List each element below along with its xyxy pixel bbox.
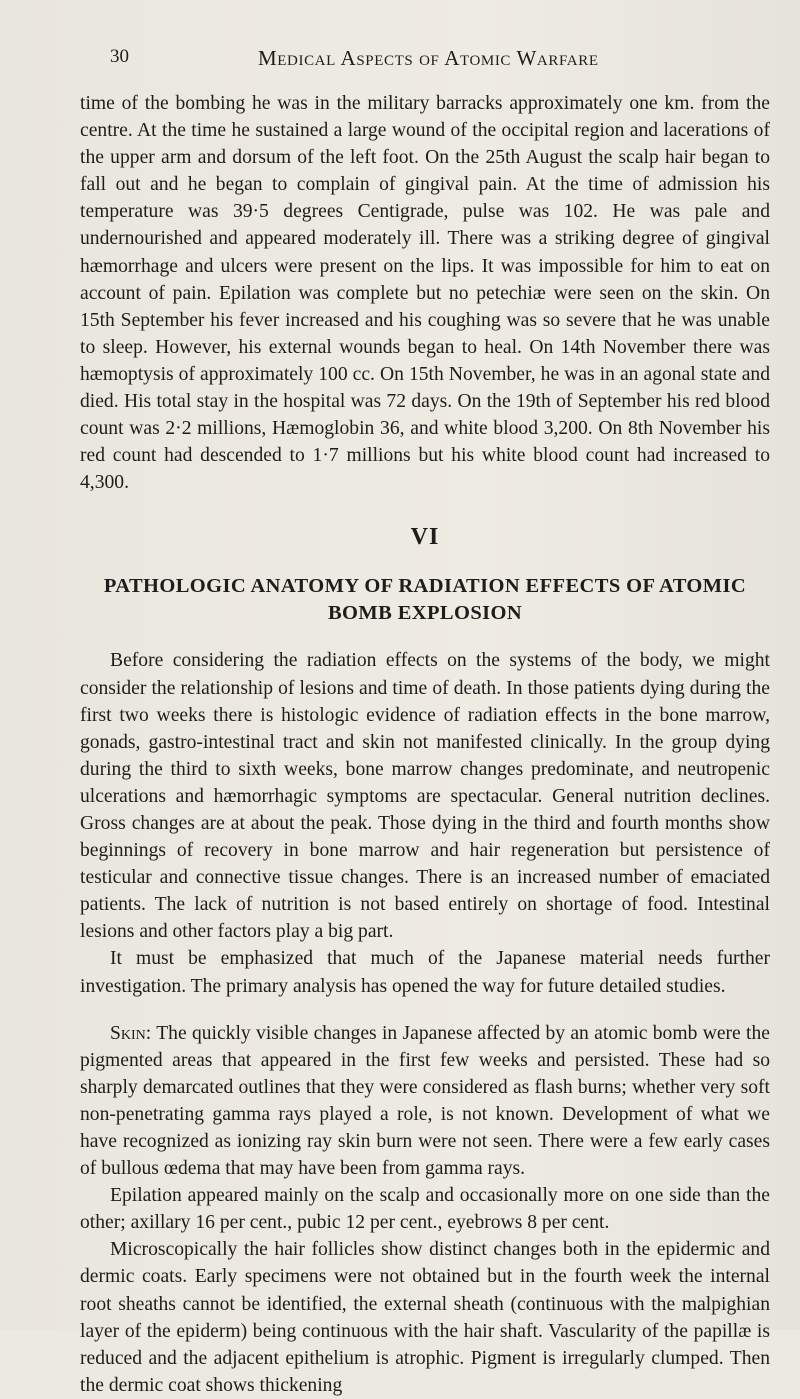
skin-text: The quickly visible changes in Japanese affected by an atomic bomb were the pigmented areas that appeared in the first few weeks and persisted. These had so sharply demarcated outlines that they were considered as flash burns; whether very soft non-penetrating gamma rays played a role, is not known. Development of what we have recognized as ionizing ray skin burn were not seen. There were a few early cases of bullous œdema that may have been from gamma rays. [80, 1022, 770, 1180]
section-title [80, 573, 770, 627]
section-number: VI [410, 524, 440, 551]
paragraph-microscopic: Microscopically the hair follicles show distinct changes both in the epidermic and dermic coats. Early specimens were not obtained but in the fourth week the internal root sheaths cannot be identified, the external sheath (continuous with the malpighian layer of the epiderm) being continuous with the hair shaft. Vascularity of the papillæ is reduced and the adjacent epithelium is atrophic. Pigment is irregularly clumped. Then the dermic coat shows thickening [80, 1239, 770, 1396]
section-title-line-1: PATHOLOGIC ANATOMY OF RADIATION EFFECTS OF ATOMIC [103, 575, 747, 598]
paragraph-skin [80, 1020, 770, 1183]
paragraph-epilation: Epilation appeared mainly on the scalp and occasionally more on one side than the other; axillary 16 per cent., pubic 12 per cent., eyebrows 8 per cent. [80, 1185, 770, 1234]
paragraph-japanese-material: It must be emphasized that much of the Japanese material needs further investigation. The primary analysis has opened the way for future detailed studies. [80, 948, 770, 997]
skin-label: Skin: [110, 1022, 152, 1044]
paragraph-lesions-time-of-death: Before considering the radiation effects on the systems of the body, we might consider the relationship of lesions and time of death. In those patients dying during the first two weeks there is histologic evidence of radiation effects in the bone marrow, gonads, gastro-intestinal tract and skin not manifested clinically. In the group dying during the third to sixth weeks, bone marrow changes predominate, and neutropenic ulcerations and hæmorrhagic symptoms are spectacular. General nutrition declines. Gross changes are at about the peak. Those dying in the third and fourth months show beginnings of recovery in bone marrow and hair regeneration but persistence of testicular and connective tissue changes. There is an increased number of emaciated patients. The lack of nutrition is not based entirely on shortage of food. Intestinal lesions and other factors play a big part. [80, 650, 770, 943]
running-head [80, 46, 770, 82]
page-number: 30 [110, 46, 129, 67]
section-title-line-2: BOMB EXPLOSION [327, 602, 523, 625]
paragraph-case-report: time of the bombing he was in the military barracks approximately one km. from the centre. At the time he sustained a large wound of the occipital region and lacerations of the upper arm and dorsum of the left foot. On the 25th August the scalp hair began to fall out and he began to complain of gingival pain. At the time of admission his temperature was 39·5 degrees Centigrade, pulse was 102. He was pale and undernourished and appeared moderately ill. There was a striking degree of gingival hæmorrhage and ulcers were present on the lips. It was impossible for him to eat on account of pain. Epilation was complete but no petechiæ were seen on the skin. On 15th September his fever increased and his coughing was so severe that he was unable to sleep. However, his external wounds began to heal. On 14th November there was hæmoptysis of approximately 100 cc. On 15th November, he was in an agonal state and died. His total stay in the hospital was 72 days. On the 19th of September his red blood count was 2·2 millions, Hæmoglobin 36, and white blood 3,200. On 8th November his red count had descended to 1·7 millions but his white blood count had increased to 4,300. [80, 93, 770, 494]
running-title: Medical Aspects of Atomic Warfare [258, 46, 599, 70]
